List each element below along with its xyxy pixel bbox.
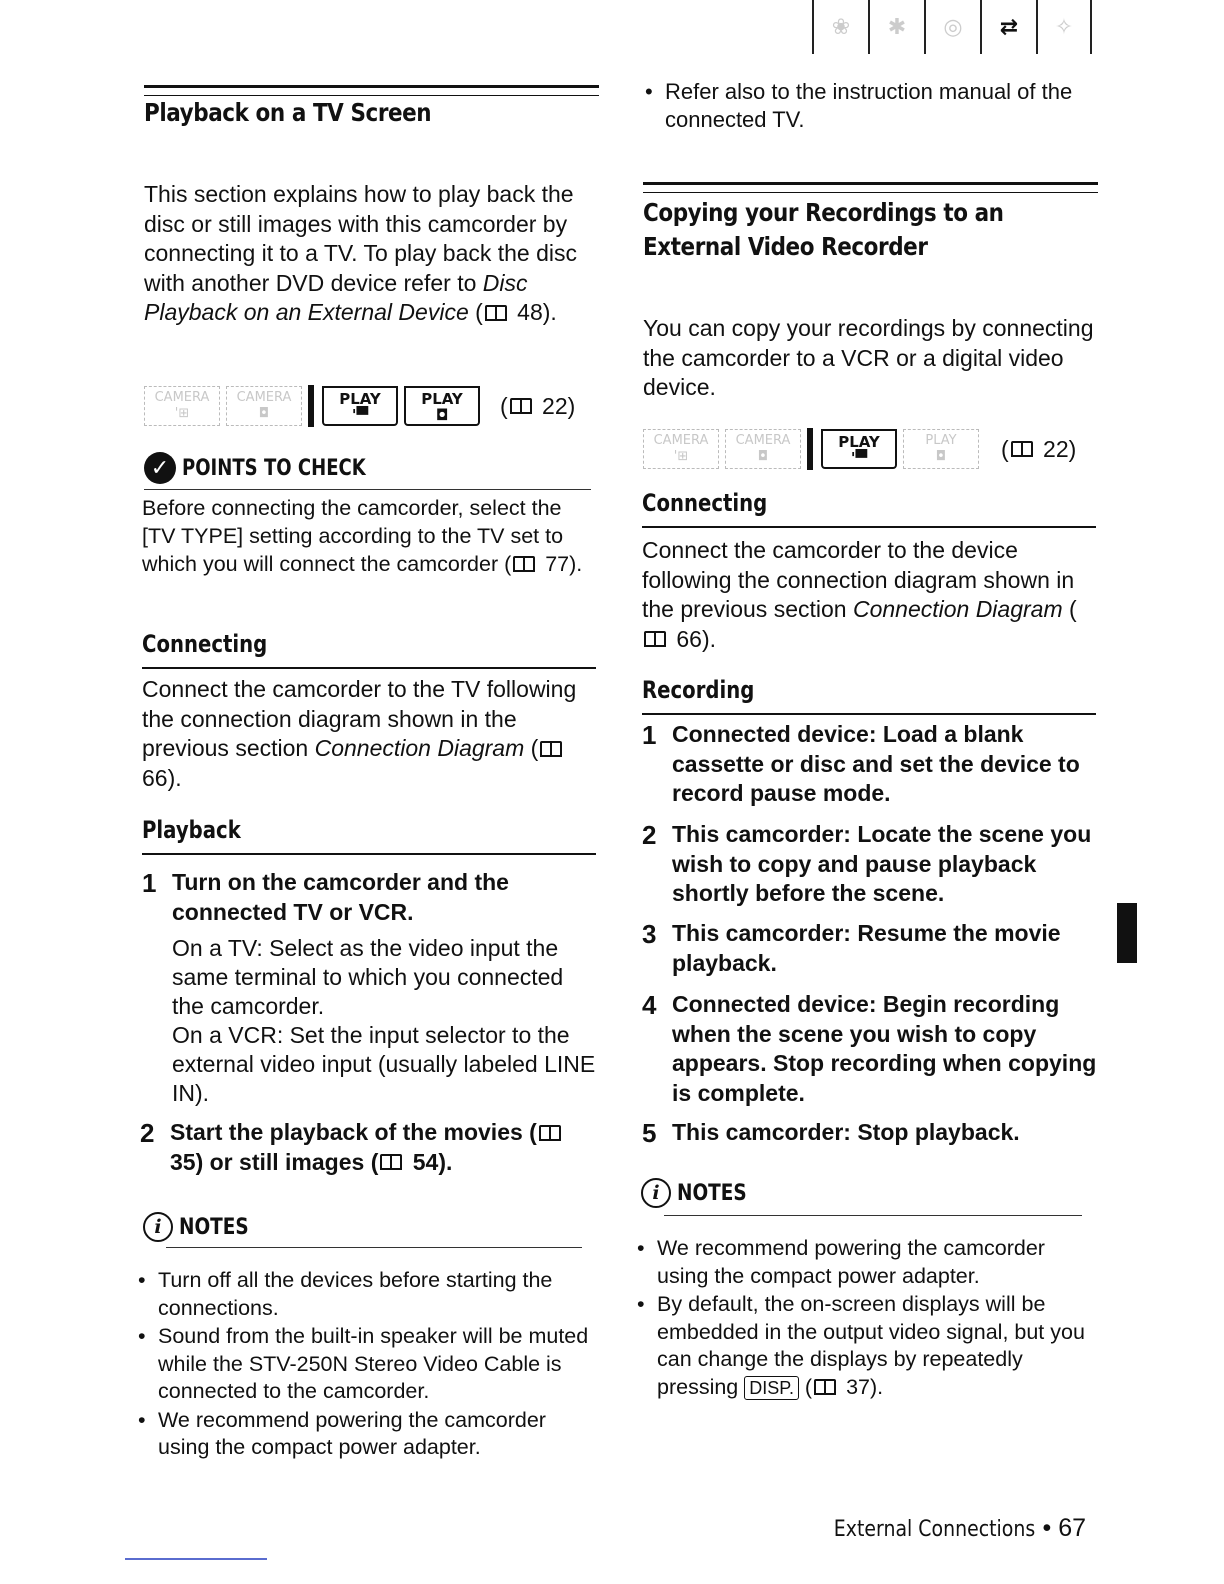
divider [142, 667, 596, 669]
list-item: • We recommend powering the camcorder using the compact power adapter. [637, 1235, 1089, 1290]
notes-heading: i NOTES [143, 1212, 262, 1242]
section-title: Copying your Recordings to an External Video Recorder [643, 198, 1004, 261]
book-icon [1011, 441, 1033, 457]
play-movie-mode-icon: PLAY '▀ [322, 386, 398, 426]
page-footer: External Connections • 67 [834, 1514, 1086, 1542]
recording-heading: Recording [642, 676, 755, 704]
camera-photo-mode-icon: CAMERA ◘ [725, 429, 801, 469]
step-1: 1 Connected device: Load a blank cassette or disc and set the device to record pause mode. [642, 720, 1080, 806]
info-icon: i [143, 1212, 173, 1242]
title-rule [643, 182, 1098, 193]
book-icon [485, 305, 507, 321]
list-item: • Refer also to the instruction manual of the connected TV. [645, 78, 1085, 133]
list-item: • Turn off all the devices before starting the connections. [138, 1267, 593, 1322]
disc-icon: ◎ [924, 0, 980, 54]
book-icon [380, 1154, 402, 1170]
tools-icon: ✱ [868, 0, 924, 54]
divider [642, 526, 1096, 528]
points-to-check-heading: ✓ POINTS TO CHECK [144, 452, 406, 484]
book-icon [644, 631, 666, 647]
list-item: • Sound from the built-in speaker will be muted while the STV-250N Stereo Video Cable is connected to the camcorder. [138, 1323, 593, 1406]
scene-icon: ❀ [812, 0, 868, 54]
section-tabs [812, 0, 1092, 54]
notes-list [138, 1267, 593, 1463]
book-icon [510, 398, 532, 414]
play-photo-mode-icon: PLAY ◘ [903, 429, 979, 469]
copy-intro-paragraph: You can copy your recordings by connecting the camcorder to a VCR or a digital video device. [643, 315, 1094, 400]
page-title: Playback on a TV Screen [144, 98, 432, 127]
info-icon: i [641, 1178, 671, 1208]
notes-list [637, 1235, 1089, 1402]
play-photo-mode-icon: PLAY ◘ [404, 386, 480, 426]
top-note [645, 78, 1085, 134]
connecting-paragraph: Connect the camcorder to the device following the connection diagram shown in the previous section Connection Diagram ( 66). [642, 537, 1077, 652]
book-icon [513, 556, 535, 572]
mode-divider [308, 385, 314, 427]
mode-page-ref: ( 22) [1001, 435, 1077, 462]
divider [642, 713, 1096, 715]
mode-page-ref: ( 22) [500, 392, 576, 419]
step-2: 2 This camcorder: Locate the scene you wish to copy and pause playback shortly before the scene. [642, 820, 1092, 906]
divider [166, 1247, 582, 1248]
connection-icon: ⇄ [980, 0, 1036, 54]
list-item: • By default, the on-screen displays will be embedded in the output video signal, but you can change the displays by repeatedly pressing DISP. ( 37). [637, 1291, 1089, 1401]
notes-heading: i NOTES [641, 1178, 760, 1208]
mode-divider [807, 428, 813, 470]
book-icon [814, 1379, 836, 1395]
checkmark-icon: ✓ [144, 452, 176, 484]
play-movie-mode-icon: PLAY '▀ [821, 429, 897, 469]
step-1: 1 Turn on the camcorder and the connected TV or VCR. On a TV: Select as the video input the same terminal to which you connected the camcorder. On a VCR: Set the input selector to the external video input (usually labeled LINE IN). [142, 868, 596, 1106]
page-number: 67 [1058, 1514, 1086, 1542]
connecting-paragraph: Connect the camcorder to the TV following the connection diagram shown in the previous section Connection Diagram ( 66). [142, 676, 577, 791]
mode-indicators [144, 384, 575, 428]
step-4: 4 Connected device: Begin recording when the scene you wish to copy appears. Stop recording when copying is complete. [642, 990, 1097, 1106]
book-icon [539, 1125, 561, 1141]
mode-indicators [643, 427, 1076, 471]
camera-movie-mode-icon: CAMERA '⊞ [144, 386, 220, 426]
check-paragraph: Before connecting the camcorder, select the [TV TYPE] setting according to the TV set to which you will connect the camcorder ( 77). [142, 496, 583, 576]
footer-rule [125, 1558, 267, 1560]
camera-movie-mode-icon: CAMERA '⊞ [643, 429, 719, 469]
divider [144, 489, 591, 490]
step-5: 5 This camcorder: Stop playback. [642, 1118, 1020, 1148]
chapter-marker [1117, 903, 1137, 963]
camera-photo-mode-icon: CAMERA ◘ [226, 386, 302, 426]
divider [142, 853, 596, 855]
playback-heading: Playback [142, 816, 241, 844]
title-rule [144, 85, 599, 96]
book-icon [540, 741, 562, 757]
intro-paragraph: This section explains how to play back the disc or still images with this camcorder by connecting it to a TV. To play back the disc with another DVD device refer to Disc Playback on an External Device ( 48). [144, 181, 578, 325]
disp-key: DISP. [744, 1376, 799, 1400]
connecting-heading: Connecting [142, 630, 268, 658]
connecting-heading: Connecting [642, 489, 768, 517]
list-item: • We recommend powering the camcorder using the compact power adapter. [138, 1407, 593, 1462]
step-3: 3 This camcorder: Resume the movie playback. [642, 919, 1061, 976]
step-2: 2 Start the playback of the movies ( 35) or still images ( 54). [140, 1118, 595, 1188]
other-icon: ✧ [1036, 0, 1092, 54]
divider [664, 1215, 1082, 1216]
